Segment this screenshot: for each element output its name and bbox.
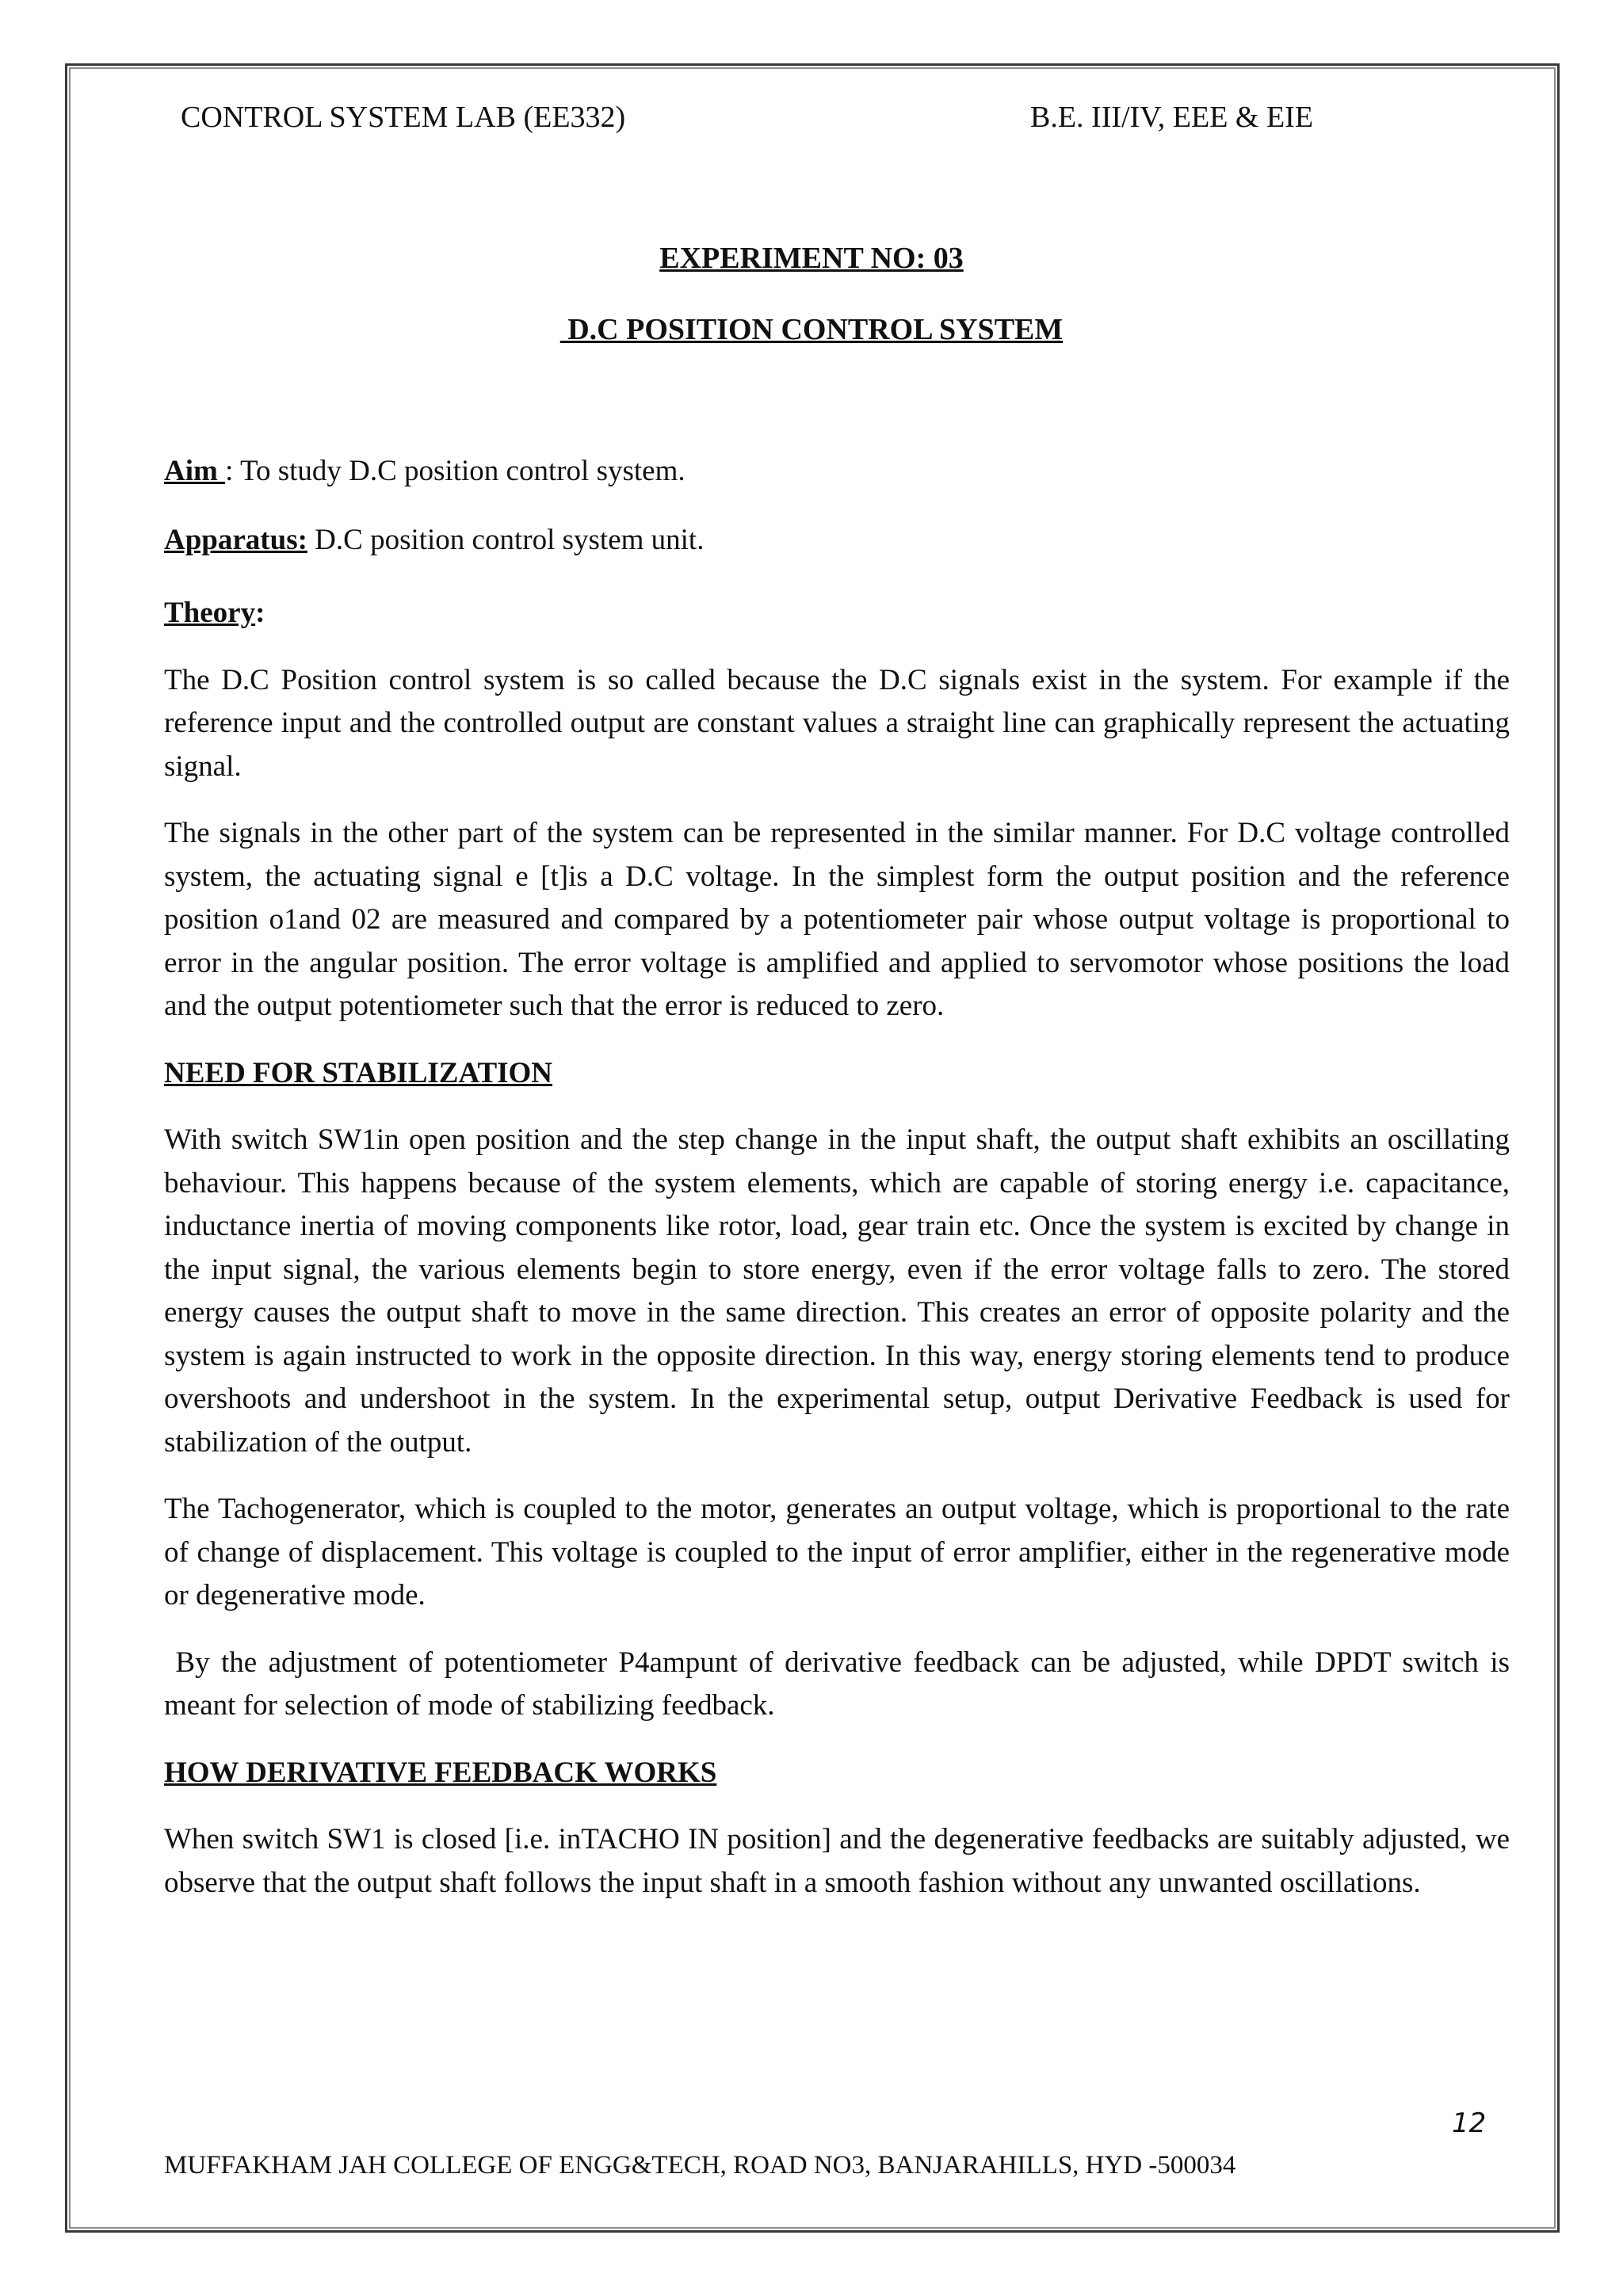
footer-address: MUFFAKHAM JAH COLLEGE OF ENGG&TECH, ROAD NO3, BANJARAHILLS, HYD -500034 <box>164 2151 1236 2180</box>
aim-text: : To study D.C position control system. <box>225 455 685 487</box>
header-program: B.E. III/IV, EEE & EIE <box>1030 101 1314 134</box>
derivative-feedback-paragraph: When switch SW1 is closed [i.e. inTACHO IN position] and the degenerative feedbacks are suitably adjusted, we observe that the output shaft follows the input shaft in a smooth fashion without any unwanted oscillations. <box>164 1823 1510 1899</box>
stabilization-paragraph-3: By the adjustment of potentiometer P4ampunt of derivative feedback can be adjusted, while DPDT switch is meant for selection of mode of stabilizing feedback. <box>164 1646 1518 1722</box>
header-course-title: CONTROL SYSTEM LAB (EE332) <box>181 101 626 134</box>
derivative-feedback-heading: HOW DERIVATIVE FEEDBACK WORKS <box>164 1756 717 1789</box>
stabilization-paragraph-1: With switch SW1in open position and the step change in the input shaft, the output shaft exhibits an oscillating behaviour. This happens because of the system elements, which are capable of storing energy i.e. capacitance, inductance inertia of moving components like rotor, load, gear train etc. Once the system is excited by change in the input signal, the various elements begin to store energy, even if the error voltage falls to zero. The stored energy causes the output shaft to move in the same direction. This creates an error of opposite polarity and the system is again instructed to work in the opposite direction. In this way, energy storing elements tend to produce overshoots and undershoot in the system. In the experimental setup, output Derivative Feedback is used for stabilization of the output. <box>164 1123 1510 1459</box>
theory-paragraph-2: The signals in the other part of the system can be represented in the similar manner. For D.C voltage controlled system, the actuating signal e [t]is a D.C voltage. In the simplest form the output position and the reference position o1and 02 are measured and compared by a potentiometer pair whose output voltage is proportional to error in the angular position. The error voltage is amplified and applied to servomotor whose positions the load and the output potentiometer such that the error is reduced to zero. <box>164 817 1510 1022</box>
stabilization-paragraph-2: The Tachogenerator, which is coupled to the motor, generates an output voltage, which is proportional to the rate of change of displacement. This voltage is coupled to the input of error amplifier, either in the regenerative mode or degenerative mode. <box>164 1493 1510 1611</box>
experiment-number: EXPERIMENT NO: 03 <box>659 242 964 275</box>
theory-heading <box>164 592 1510 635</box>
theory-paragraph-1: The D.C Position control system is so called because the D.C signals exist in the system. For example if the reference input and the controlled output are constant values a straight line can graphically represent the actuating signal. <box>164 663 1510 783</box>
document-body <box>164 450 1518 1928</box>
apparatus-label: Apparatus: <box>164 523 307 556</box>
apparatus-text: D.C position control system unit. <box>307 523 705 556</box>
stabilization-heading: NEED FOR STABILIZATION <box>164 1056 553 1089</box>
apparatus-line <box>164 519 1510 563</box>
experiment-title: D.C POSITION CONTROL SYSTEM <box>559 313 1064 346</box>
aim-line <box>164 450 1510 494</box>
theory-colon: : <box>255 597 265 629</box>
aim-label: Aim <box>164 455 226 487</box>
page-number: 12 <box>1452 2107 1487 2139</box>
theory-label: Theory <box>164 597 256 629</box>
